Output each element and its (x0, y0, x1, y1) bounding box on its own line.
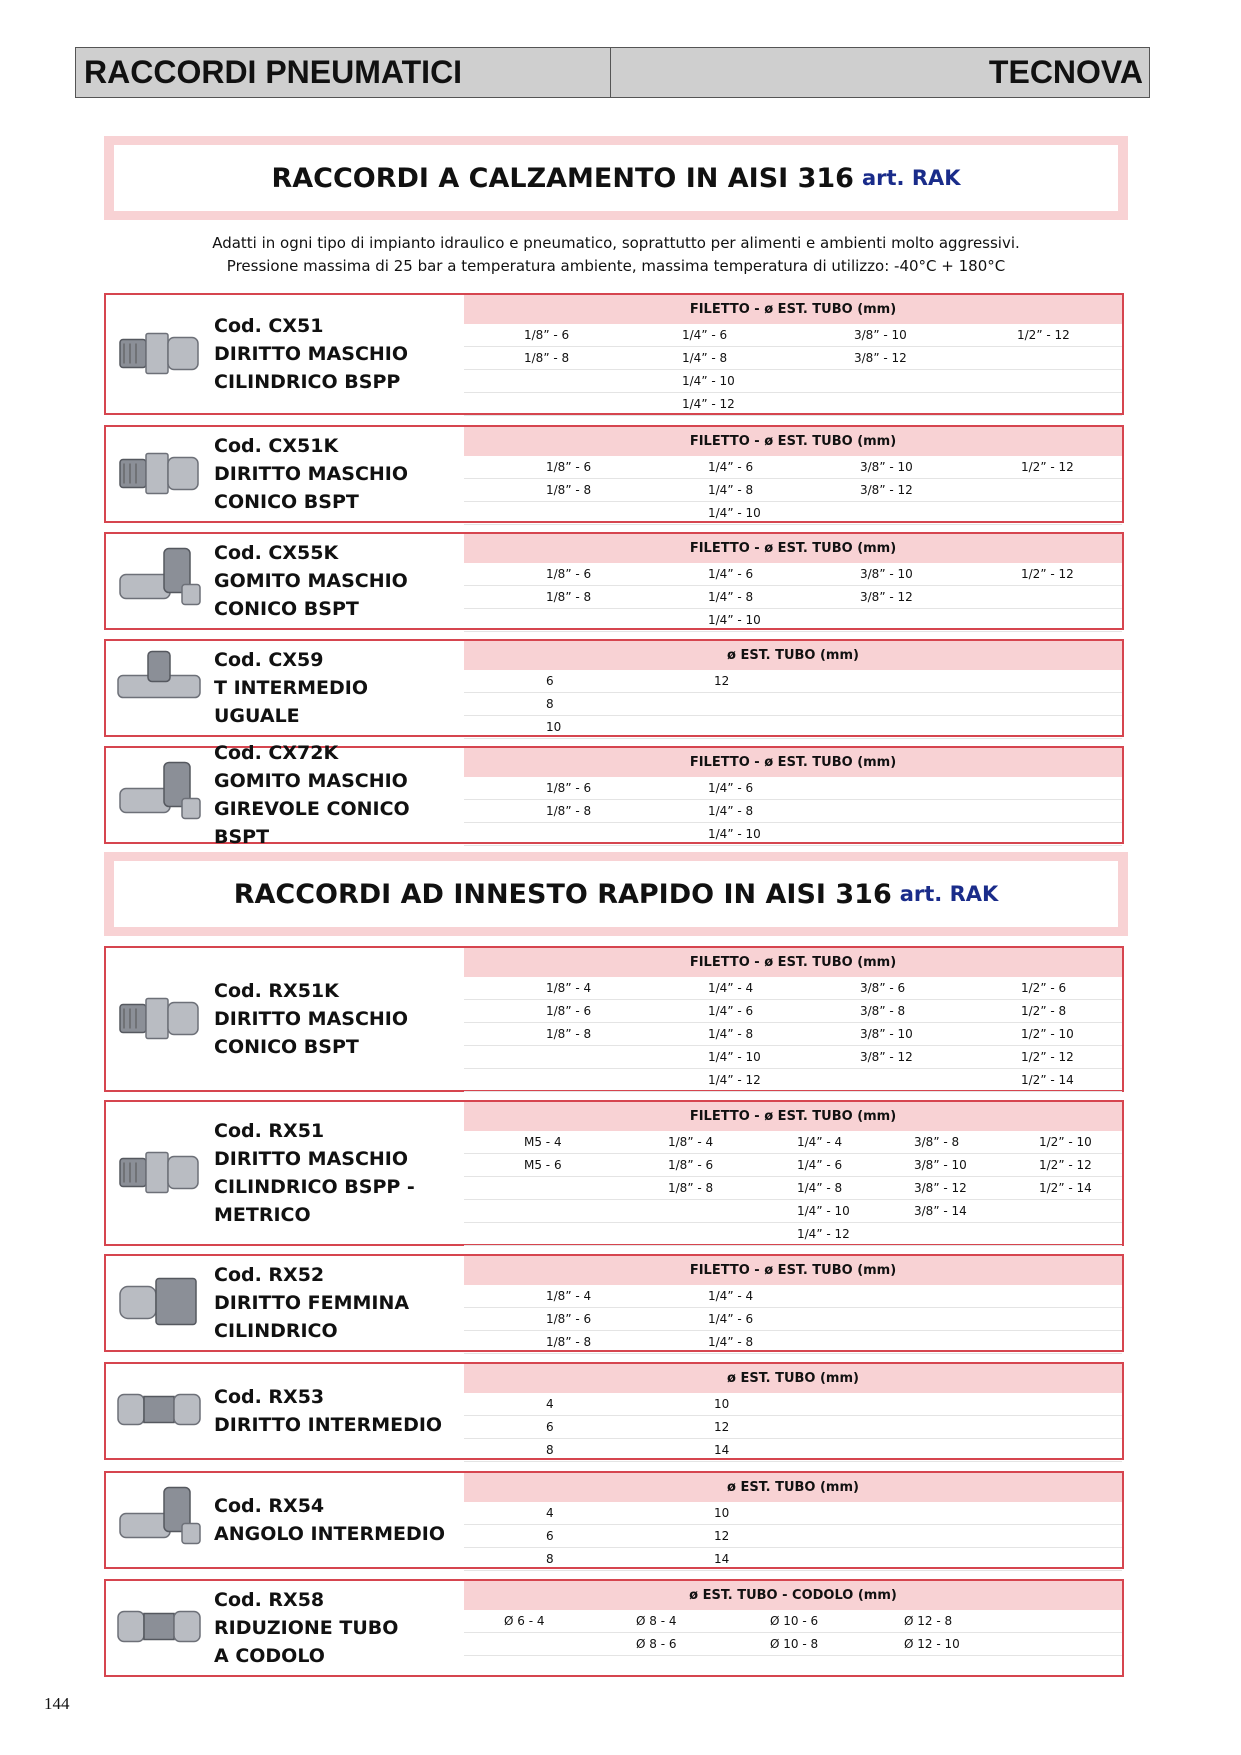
table-cell: 1/4” - 10 (797, 1204, 850, 1218)
table-cell: 1/4” - 6 (708, 1004, 754, 1018)
product-name (214, 1586, 454, 1670)
table-cell: 12 (714, 1420, 730, 1434)
table-cell: 3/8” - 10 (854, 328, 907, 342)
table-cell: 1/2” - 14 (1021, 1073, 1074, 1087)
product-name (214, 739, 454, 851)
product-name (214, 1261, 454, 1345)
table-header: ø EST. TUBO (mm) (464, 1364, 1122, 1393)
table-row (464, 1177, 1122, 1200)
product-code: Cod. RX51 (214, 1120, 325, 1142)
table-cell: Ø 8 - 6 (636, 1637, 677, 1651)
table-cell: 12 (714, 674, 730, 688)
size-table (464, 1581, 1122, 1656)
size-table (464, 641, 1122, 739)
elbow-fitting-icon (112, 539, 207, 624)
table-row (464, 1023, 1122, 1046)
table-cell: 1/2” - 10 (1039, 1135, 1092, 1149)
product-desc-line: CONICO BSPT (214, 598, 359, 620)
swivel-elbow-icon (112, 753, 207, 838)
table-header: FILETTO - ø EST. TUBO (mm) (464, 427, 1122, 456)
size-table (464, 1102, 1122, 1246)
table-cell: 1/4” - 8 (797, 1181, 843, 1195)
product-card (104, 1579, 1124, 1677)
table-row (464, 1416, 1122, 1439)
table-cell: 1/4” - 12 (708, 1073, 761, 1087)
table-row (464, 456, 1122, 479)
table-row (464, 1200, 1122, 1223)
product-desc-line: CILINDRICO BSPP (214, 371, 401, 393)
table-cell: Ø 12 - 10 (904, 1637, 960, 1651)
table-cell: 1/4” - 8 (708, 804, 754, 818)
product-code: Cod. CX59 (214, 649, 324, 671)
tee-fitting-icon (112, 646, 207, 731)
table-cell: 1/4” - 6 (708, 781, 754, 795)
table-cell: 8 (546, 1443, 554, 1457)
size-table (464, 427, 1122, 525)
table-cell: 3/8” - 14 (914, 1204, 967, 1218)
product-name (214, 977, 454, 1061)
table-cell: 1/4” - 8 (682, 351, 728, 365)
push-in-straight-icon (112, 977, 207, 1062)
table-cell: Ø 10 - 6 (770, 1614, 819, 1628)
product-desc-line: DIRITTO FEMMINA (214, 1292, 410, 1314)
table-cell: 1/8” - 4 (546, 1289, 592, 1303)
product-desc-line: T INTERMEDIO (214, 677, 368, 699)
table-row (464, 823, 1122, 846)
table-cell: 1/4” - 4 (708, 1289, 754, 1303)
table-header: ø EST. TUBO - CODOLO (mm) (464, 1581, 1122, 1610)
table-cell: 1/8” - 4 (546, 981, 592, 995)
table-cell: 1/4” - 10 (708, 506, 761, 520)
product-name (214, 539, 454, 623)
table-row (464, 479, 1122, 502)
table-cell: 8 (546, 1552, 554, 1566)
section-title: RACCORDI A CALZAMENTO IN AISI 316 (271, 162, 854, 194)
table-cell: 1/8” - 8 (524, 351, 570, 365)
table-cell: 10 (714, 1506, 730, 1520)
product-card (104, 1471, 1124, 1569)
table-cell: 3/8” - 12 (860, 483, 913, 497)
table-cell: 1/2” - 12 (1017, 328, 1070, 342)
table-cell: 1/4” - 12 (797, 1227, 850, 1241)
table-cell: 3/8” - 8 (914, 1135, 960, 1149)
table-cell: 1/8” - 6 (524, 328, 570, 342)
table-row (464, 1131, 1122, 1154)
product-desc-line: ANGOLO INTERMEDIO (214, 1523, 445, 1545)
product-desc-line: DIRITTO MASCHIO (214, 343, 409, 365)
table-row (464, 502, 1122, 525)
table-cell: 1/2” - 12 (1021, 1050, 1074, 1064)
art-code: art. RAK (861, 166, 961, 190)
table-header: ø EST. TUBO (mm) (464, 1473, 1122, 1502)
table-row (464, 1393, 1122, 1416)
section-title: RACCORDI AD INNESTO RAPIDO IN AISI 316 (233, 878, 892, 910)
product-desc-line: GOMITO MASCHIO (214, 570, 408, 592)
table-row (464, 347, 1122, 370)
table-cell: 1/2” - 12 (1021, 460, 1074, 474)
table-cell: 1/4” - 6 (708, 460, 754, 474)
table-cell: 3/8” - 6 (860, 981, 906, 995)
product-code: Cod. RX52 (214, 1264, 325, 1286)
product-name (214, 312, 454, 396)
table-cell: 1/2” - 14 (1039, 1181, 1092, 1195)
product-desc-line: METRICO (214, 1204, 311, 1226)
product-card (104, 946, 1124, 1092)
table-cell: 1/8” - 6 (668, 1158, 714, 1172)
table-cell: 3/8” - 10 (860, 460, 913, 474)
union-elbow-icon (112, 1478, 207, 1563)
table-row (464, 1000, 1122, 1023)
table-row (464, 324, 1122, 347)
product-desc-line: DIRITTO MASCHIO (214, 463, 409, 485)
table-cell: 10 (714, 1397, 730, 1411)
table-cell: 6 (546, 1529, 554, 1543)
table-cell: 1/4” - 8 (708, 1335, 754, 1349)
page-number: 144 (44, 1694, 70, 1713)
table-cell: 1/2” - 12 (1039, 1158, 1092, 1172)
table-header: FILETTO - ø EST. TUBO (mm) (464, 748, 1122, 777)
table-row (464, 1610, 1122, 1633)
product-name (214, 1117, 454, 1229)
table-header: FILETTO - ø EST. TUBO (mm) (464, 534, 1122, 563)
product-code: Cod. CX51 (214, 315, 324, 337)
table-cell: 1/2” - 10 (1021, 1027, 1074, 1041)
product-desc-line: GOMITO MASCHIO (214, 770, 408, 792)
table-row (464, 1285, 1122, 1308)
size-table (464, 1364, 1122, 1462)
product-code: Cod. RX58 (214, 1589, 325, 1611)
table-cell: M5 - 6 (524, 1158, 562, 1172)
table-row (464, 693, 1122, 716)
product-desc-line: CONICO BSPT (214, 1036, 359, 1058)
size-table (464, 1256, 1122, 1354)
product-card (104, 639, 1124, 737)
table-row (464, 716, 1122, 739)
table-cell: 1/4” - 6 (708, 1312, 754, 1326)
table-header: FILETTO - ø EST. TUBO (mm) (464, 1256, 1122, 1285)
table-row (464, 777, 1122, 800)
table-row (464, 1439, 1122, 1462)
table-cell: 8 (546, 697, 554, 711)
product-desc-line: DIRITTO INTERMEDIO (214, 1414, 443, 1436)
product-code: Cod. RX54 (214, 1495, 325, 1517)
table-cell: 3/8” - 10 (914, 1158, 967, 1172)
table-row (464, 1308, 1122, 1331)
table-cell: 3/8” - 12 (860, 590, 913, 604)
product-name (214, 646, 454, 730)
table-cell: 1/4” - 8 (708, 483, 754, 497)
art-code: art. RAK (899, 882, 999, 906)
table-cell: 3/8” - 12 (914, 1181, 967, 1195)
table-row (464, 586, 1122, 609)
table-row (464, 1633, 1122, 1656)
table-row (464, 609, 1122, 632)
page-header (75, 47, 1150, 98)
section-banner-calzamento (104, 136, 1128, 220)
product-name (214, 432, 454, 516)
product-desc-line: A CODOLO (214, 1645, 325, 1667)
table-cell: 3/8” - 10 (860, 567, 913, 581)
product-card (104, 1254, 1124, 1352)
table-cell: 1/2” - 6 (1021, 981, 1067, 995)
table-row (464, 1525, 1122, 1548)
straight-fitting-icon (112, 312, 207, 397)
table-cell: 3/8” - 10 (860, 1027, 913, 1041)
table-cell: 12 (714, 1529, 730, 1543)
product-desc-line: CILINDRICO (214, 1320, 338, 1342)
straight-fitting-icon (112, 432, 207, 517)
table-header: FILETTO - ø EST. TUBO (mm) (464, 948, 1122, 977)
table-cell: Ø 6 - 4 (504, 1614, 545, 1628)
table-cell: Ø 8 - 4 (636, 1614, 677, 1628)
product-card (104, 532, 1124, 630)
table-cell: 1/4” - 6 (797, 1158, 843, 1172)
table-cell: 1/8” - 8 (668, 1181, 714, 1195)
section-banner-innesto (104, 852, 1128, 936)
size-table (464, 948, 1122, 1092)
table-row (464, 1223, 1122, 1246)
product-desc-line: DIRITTO MASCHIO (214, 1008, 409, 1030)
table-cell: 14 (714, 1552, 730, 1566)
reducer-icon (112, 1586, 207, 1671)
table-cell: 3/8” - 8 (860, 1004, 906, 1018)
table-cell: 3/8” - 12 (860, 1050, 913, 1064)
table-cell: 1/4” - 6 (682, 328, 728, 342)
product-card (104, 1100, 1124, 1246)
table-cell: 3/8” - 12 (854, 351, 907, 365)
product-code: Cod. CX51K (214, 435, 339, 457)
table-cell: 4 (546, 1397, 554, 1411)
table-row (464, 800, 1122, 823)
product-code: Cod. CX72K (214, 742, 339, 764)
product-card (104, 293, 1124, 415)
table-cell: Ø 10 - 8 (770, 1637, 819, 1651)
product-name (214, 1383, 454, 1439)
table-row (464, 1331, 1122, 1354)
product-code: Cod. CX55K (214, 542, 339, 564)
table-cell: 1/4” - 10 (708, 1050, 761, 1064)
table-cell: 1/4” - 8 (708, 1027, 754, 1041)
size-table (464, 295, 1122, 416)
table-cell: 1/4” - 10 (708, 827, 761, 841)
product-code: Cod. RX53 (214, 1386, 325, 1408)
table-cell: 1/8” - 8 (546, 804, 592, 818)
product-card (104, 742, 1124, 848)
table-row (464, 393, 1122, 416)
table-cell: 1/4” - 10 (708, 613, 761, 627)
table-cell: 1/8” - 8 (546, 1335, 592, 1349)
table-header: FILETTO - ø EST. TUBO (mm) (464, 1102, 1122, 1131)
table-row (464, 1548, 1122, 1571)
intro-text (104, 232, 1128, 278)
table-header: FILETTO - ø EST. TUBO (mm) (464, 295, 1122, 324)
table-cell: 1/2” - 12 (1021, 567, 1074, 581)
product-desc-line: CONICO BSPT (214, 491, 359, 513)
table-cell: 6 (546, 1420, 554, 1434)
intro-line-1: Adatti in ogni tipo di impianto idraulico e pneumatico, soprattutto per alimenti e ambienti molto aggressivi. (212, 234, 1020, 252)
female-connector-icon (112, 1261, 207, 1346)
table-cell: Ø 12 - 8 (904, 1614, 953, 1628)
size-table (464, 748, 1122, 846)
product-desc-line: DIRITTO MASCHIO (214, 1148, 409, 1170)
product-desc-line: RIDUZIONE TUBO (214, 1617, 399, 1639)
table-cell: 10 (546, 720, 562, 734)
table-cell: 1/8” - 8 (546, 1027, 592, 1041)
table-cell: 6 (546, 674, 554, 688)
size-table (464, 1473, 1122, 1571)
table-cell: 1/4” - 8 (708, 590, 754, 604)
table-cell: 1/4” - 4 (708, 981, 754, 995)
product-card (104, 425, 1124, 523)
table-cell: 1/4” - 10 (682, 374, 735, 388)
size-table (464, 534, 1122, 632)
table-row (464, 1069, 1122, 1092)
header-title: RACCORDI PNEUMATICI (76, 48, 611, 97)
table-cell: 1/8” - 4 (668, 1135, 714, 1149)
union-straight-icon (112, 1369, 207, 1454)
table-cell: 1/8” - 6 (546, 1312, 592, 1326)
push-in-straight-icon (112, 1131, 207, 1216)
table-header: ø EST. TUBO (mm) (464, 641, 1122, 670)
table-row (464, 370, 1122, 393)
table-cell: 1/8” - 8 (546, 483, 592, 497)
table-cell: 14 (714, 1443, 730, 1457)
product-desc-line: CILINDRICO BSPP - (214, 1176, 415, 1198)
table-cell: 1/4” - 4 (797, 1135, 843, 1149)
table-cell: 4 (546, 1506, 554, 1520)
table-cell: 1/8” - 6 (546, 781, 592, 795)
table-row (464, 977, 1122, 1000)
brand-name: TECNOVA (988, 54, 1143, 90)
table-cell: 1/8” - 6 (546, 1004, 592, 1018)
table-row (464, 1154, 1122, 1177)
product-desc-line: UGUALE (214, 705, 300, 727)
table-cell: 1/4” - 12 (682, 397, 735, 411)
product-card (104, 1362, 1124, 1460)
table-row (464, 563, 1122, 586)
product-code: Cod. RX51K (214, 980, 339, 1002)
table-cell: 1/4” - 6 (708, 567, 754, 581)
intro-line-2: Pressione massima di 25 bar a temperatura ambiente, massima temperatura di utilizzo: -40°C + 180°C (226, 257, 1006, 275)
table-cell: 1/2” - 8 (1021, 1004, 1067, 1018)
table-cell: 1/8” - 8 (546, 590, 592, 604)
table-row (464, 1046, 1122, 1069)
table-row (464, 670, 1122, 693)
table-row (464, 1502, 1122, 1525)
table-cell: M5 - 4 (524, 1135, 562, 1149)
product-name (214, 1492, 454, 1548)
table-cell: 1/8” - 6 (546, 460, 592, 474)
product-desc-line: GIREVOLE CONICO BSPT (214, 798, 410, 848)
table-cell: 1/8” - 6 (546, 567, 592, 581)
